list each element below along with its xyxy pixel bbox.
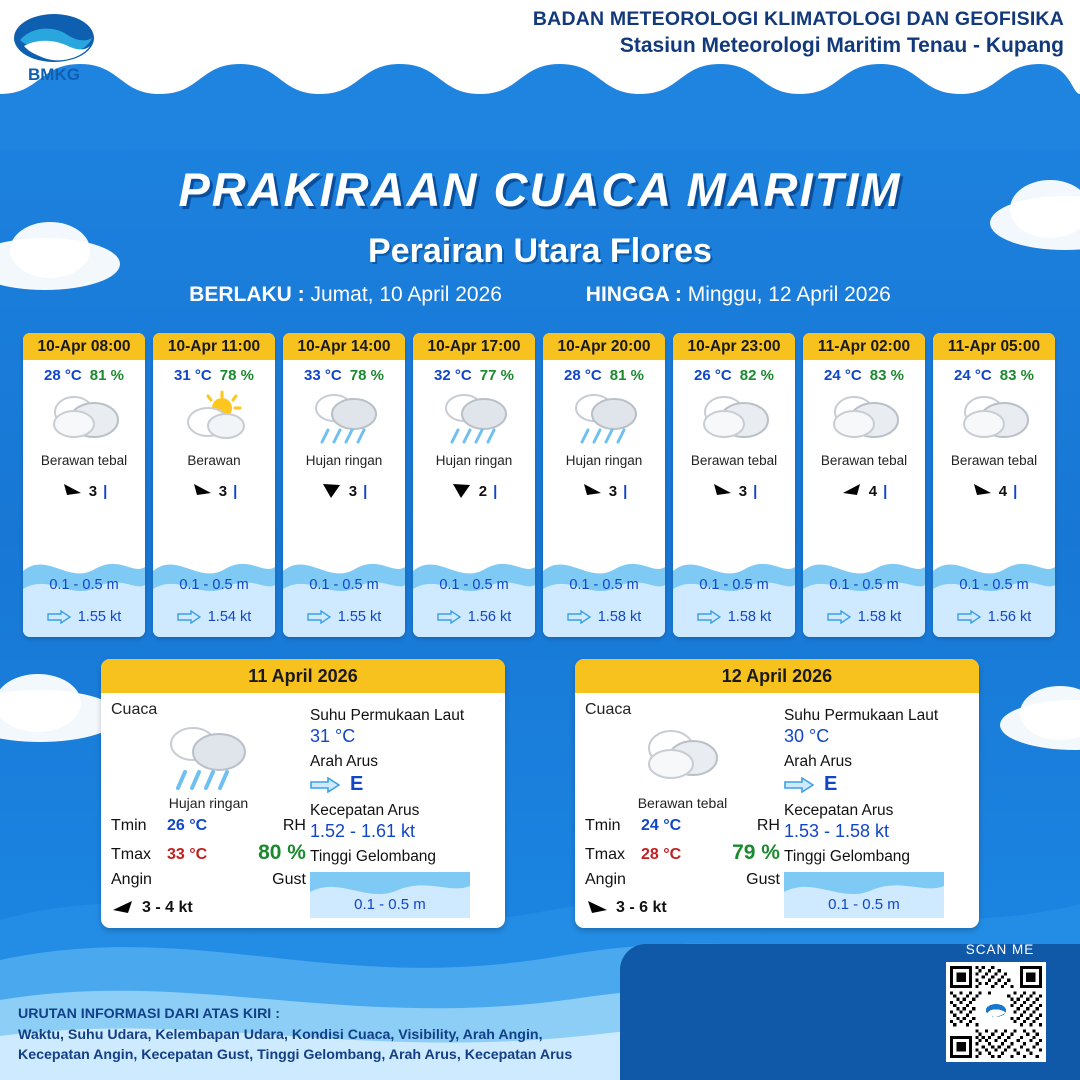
hourly-forecast-card[interactable] — [673, 333, 795, 637]
daily-sst-label: Suhu Permukaan Laut — [309, 707, 465, 724]
card-current-speed: 1.58 kt — [857, 609, 902, 625]
card-wind: 3 | — [153, 482, 275, 500]
card-current-speed: 1.55 kt — [77, 609, 122, 625]
card-current-speed: 1.54 kt — [207, 609, 252, 625]
card-wind: 3 | — [543, 482, 665, 500]
card-humidity: 78 % — [219, 367, 254, 384]
daily-wave-label: Tinggi Gelombang — [783, 848, 911, 865]
rain-light-icon — [283, 387, 405, 449]
daily-condition: Berawan tebal — [637, 795, 728, 811]
svg-text:BMKG: BMKG — [28, 65, 80, 84]
wind-direction-icon — [451, 482, 473, 500]
daily-wind-value — [111, 899, 306, 917]
card-time: 10-Apr 17:00 — [413, 333, 535, 360]
daily-weather-label: Cuaca — [111, 701, 158, 718]
card-condition: Berawan tebal — [40, 453, 128, 468]
daily-date: 12 April 2026 — [575, 659, 979, 693]
wind-direction-icon — [581, 482, 603, 500]
current-direction-icon — [177, 610, 201, 624]
card-temperature: 33 °C — [304, 367, 342, 384]
current-direction-icon — [784, 777, 814, 793]
daily-weather-label: Cuaca — [585, 701, 632, 718]
hourly-forecast-card[interactable] — [283, 333, 405, 637]
card-temperature: 24 °C — [954, 367, 992, 384]
card-temperature: 32 °C — [434, 367, 472, 384]
card-wind: 4 | — [933, 482, 1055, 500]
daily-tmin-value: 24 °C — [641, 817, 682, 834]
daily-gust-label: Gust — [746, 871, 780, 888]
card-humidity: 83 % — [999, 367, 1034, 384]
daily-wind-speed: 3 - 6 kt — [616, 899, 667, 916]
daily-current-direction: E — [823, 773, 838, 795]
wind-direction-icon — [971, 482, 993, 500]
legend-text — [18, 1004, 572, 1066]
current-direction-icon — [957, 610, 981, 624]
validity-to-value: Minggu, 12 April 2026 — [687, 283, 891, 306]
card-time: 10-Apr 20:00 — [543, 333, 665, 360]
daily-current-direction: E — [349, 773, 364, 795]
card-wind-speed: 3 — [738, 482, 748, 500]
daily-tmax-value: 28 °C — [641, 846, 682, 863]
card-wave-height: 0.1 - 0.5 m — [309, 577, 379, 593]
card-wave-height: 0.1 - 0.5 m — [959, 577, 1029, 593]
daily-wind-speed: 3 - 4 kt — [142, 899, 193, 916]
legend-line-3: Kecepatan Angin, Kecepatan Gust, Tinggi Gelombang, Arah Arus, Kecepatan Arus — [18, 1047, 573, 1064]
card-wind-speed: 3 — [348, 482, 358, 500]
card-condition: Hujan ringan — [305, 453, 383, 468]
card-current — [543, 609, 665, 625]
card-wave-height: 0.1 - 0.5 m — [829, 577, 899, 593]
wind-direction-icon — [711, 482, 733, 500]
current-direction-icon — [310, 777, 340, 793]
rain-light-icon — [111, 721, 306, 793]
agency-name: BADAN METEOROLOGI KLIMATOLOGI DAN GEOFISIKA — [532, 8, 1064, 30]
partly-sunny-icon — [153, 387, 275, 449]
card-current — [23, 609, 145, 625]
current-direction-icon — [567, 610, 591, 624]
card-condition: Berawan tebal — [820, 453, 908, 468]
card-temperature: 31 °C — [174, 367, 212, 384]
card-current — [413, 609, 535, 625]
card-condition: Hujan ringan — [435, 453, 513, 468]
card-current-speed: 1.56 kt — [467, 609, 512, 625]
daily-tmin-label: Tmin — [111, 817, 147, 834]
current-direction-icon — [697, 610, 721, 624]
daily-wave-label: Tinggi Gelombang — [309, 848, 437, 865]
card-current-speed: 1.55 kt — [337, 609, 382, 625]
hourly-forecast-card[interactable] — [803, 333, 925, 637]
card-wave-height: 0.1 - 0.5 m — [439, 577, 509, 593]
daily-wave-value: 0.1 - 0.5 m — [828, 896, 900, 913]
wind-direction-icon — [841, 482, 863, 500]
card-wind-speed: 2 — [478, 482, 488, 500]
current-direction-icon — [437, 610, 461, 624]
cloudy-thick-icon — [673, 387, 795, 449]
daily-rh-label: RH — [756, 817, 780, 834]
cloudy-thick-icon — [803, 387, 925, 449]
daily-current-speed-label: Kecepatan Arus — [309, 802, 420, 819]
cloudy-thick-icon — [585, 721, 780, 793]
daily-forecast-panel[interactable] — [575, 659, 979, 928]
daily-gust-label: Gust — [272, 871, 306, 888]
card-wind: 3 | — [673, 482, 795, 500]
daily-current-speed-value: 1.53 - 1.58 kt — [783, 821, 890, 841]
daily-sst-value: 31 °C — [309, 726, 356, 746]
wind-direction-icon — [585, 899, 609, 917]
card-wind-speed: 4 — [868, 482, 878, 500]
card-current — [673, 609, 795, 625]
current-direction-icon — [827, 610, 851, 624]
daily-current-speed-value: 1.52 - 1.61 kt — [309, 821, 416, 841]
cloudy-thick-icon — [23, 387, 145, 449]
card-humidity: 81 % — [609, 367, 644, 384]
card-temperature: 28 °C — [44, 367, 82, 384]
daily-wind-value — [585, 899, 780, 917]
header-text — [533, 8, 1064, 58]
card-wind: 3 | — [283, 482, 405, 500]
card-current — [153, 609, 275, 625]
daily-tmax-label: Tmax — [111, 846, 151, 863]
page-subtitle: Perairan Utara Flores — [368, 232, 712, 270]
daily-tmin-label: Tmin — [585, 817, 621, 834]
card-time: 10-Apr 11:00 — [153, 333, 275, 360]
card-temperature: 26 °C — [694, 367, 732, 384]
daily-current-dir-label: Arah Arus — [309, 753, 379, 770]
card-current-speed: 1.56 kt — [987, 609, 1032, 625]
wind-direction-icon — [191, 482, 213, 500]
card-wind-speed: 3 — [218, 482, 228, 500]
card-current-speed: 1.58 kt — [727, 609, 772, 625]
daily-wave-graphic — [784, 872, 944, 918]
card-humidity: 82 % — [739, 367, 774, 384]
card-wind-speed: 3 — [608, 482, 618, 500]
rain-light-icon — [543, 387, 665, 449]
wind-direction-icon — [111, 899, 135, 917]
card-current — [933, 609, 1055, 625]
daily-forecast-panel[interactable] — [101, 659, 505, 928]
daily-sst-label: Suhu Permukaan Laut — [783, 707, 939, 724]
validity-period — [0, 283, 1080, 307]
card-temperature: 24 °C — [824, 367, 862, 384]
card-humidity: 78 % — [349, 367, 384, 384]
legend-line-2: Waktu, Suhu Udara, Kelembapan Udara, Kondisi Cuaca, Visibility, Arah Angin, — [18, 1026, 543, 1043]
daily-wind-label: Angin — [111, 871, 152, 888]
card-humidity: 81 % — [89, 367, 124, 384]
daily-tmax-label: Tmax — [585, 846, 625, 863]
scan-me-block — [946, 942, 1054, 1062]
card-wind: 3 | — [23, 482, 145, 500]
card-time: 10-Apr 23:00 — [673, 333, 795, 360]
card-wind: 4 | — [803, 482, 925, 500]
card-temperature: 28 °C — [564, 367, 602, 384]
hourly-forecast-card[interactable] — [933, 333, 1055, 637]
card-time: 10-Apr 14:00 — [283, 333, 405, 360]
card-time: 11-Apr 05:00 — [933, 333, 1055, 360]
rain-light-icon — [413, 387, 535, 449]
card-condition: Hujan ringan — [565, 453, 643, 468]
card-condition: Berawan — [187, 453, 241, 468]
card-wave-height: 0.1 - 0.5 m — [569, 577, 639, 593]
card-current-speed: 1.58 kt — [597, 609, 642, 625]
daily-wind-label: Angin — [585, 871, 626, 888]
card-wind-speed: 4 — [998, 482, 1008, 500]
daily-tmin-value: 26 °C — [167, 817, 208, 834]
card-humidity: 83 % — [869, 367, 904, 384]
daily-wave-graphic — [310, 872, 470, 918]
current-direction-icon — [307, 610, 331, 624]
card-current — [803, 609, 925, 625]
legend-line-1: URUTAN INFORMASI DARI ATAS KIRI : — [18, 1006, 280, 1023]
station-name: Stasiun Meteorologi Maritim Tenau - Kupang — [619, 34, 1064, 57]
validity-from-value: Jumat, 10 April 2026 — [310, 283, 502, 306]
daily-forecast-list — [0, 659, 1080, 928]
daily-wave-value: 0.1 - 0.5 m — [354, 896, 426, 913]
page-title: PRAKIRAAN CUACA MARITIM — [178, 163, 902, 216]
wind-direction-icon — [321, 482, 343, 500]
daily-rh-value: 79 % — [732, 841, 780, 864]
card-wave-height: 0.1 - 0.5 m — [49, 577, 119, 593]
current-direction-icon — [47, 610, 71, 624]
card-time: 10-Apr 08:00 — [23, 333, 145, 360]
hourly-forecast-card[interactable] — [543, 333, 665, 637]
daily-current-speed-label: Kecepatan Arus — [783, 802, 894, 819]
hourly-forecast-card[interactable] — [23, 333, 145, 637]
bmkg-logo — [10, 8, 98, 88]
daily-condition: Hujan ringan — [168, 795, 249, 811]
card-current — [283, 609, 405, 625]
cloudy-thick-icon — [933, 387, 1055, 449]
wind-direction-icon — [61, 482, 83, 500]
card-condition: Berawan tebal — [950, 453, 1038, 468]
card-condition: Berawan tebal — [690, 453, 778, 468]
card-time: 11-Apr 02:00 — [803, 333, 925, 360]
daily-date: 11 April 2026 — [101, 659, 505, 693]
daily-tmax-value: 33 °C — [167, 846, 208, 863]
card-wave-height: 0.1 - 0.5 m — [179, 577, 249, 593]
card-wind-speed: 3 — [88, 482, 98, 500]
top-wave-decoration — [0, 60, 1080, 150]
qr-code[interactable] — [946, 962, 1046, 1062]
hourly-forecast-card[interactable] — [413, 333, 535, 637]
card-wave-height: 0.1 - 0.5 m — [699, 577, 769, 593]
validity-from-label: BERLAKU : — [189, 283, 305, 306]
daily-current-dir-label: Arah Arus — [783, 753, 853, 770]
daily-rh-label: RH — [282, 817, 306, 834]
scan-me-label: SCAN ME — [965, 942, 1035, 957]
daily-sst-value: 30 °C — [783, 726, 830, 746]
hourly-forecast-card[interactable] — [153, 333, 275, 637]
validity-to-label: HINGGA : — [585, 283, 682, 306]
card-humidity: 77 % — [479, 367, 514, 384]
daily-rh-value: 80 % — [258, 841, 306, 864]
card-wind: 2 | — [413, 482, 535, 500]
hourly-forecast-list — [23, 333, 1063, 637]
